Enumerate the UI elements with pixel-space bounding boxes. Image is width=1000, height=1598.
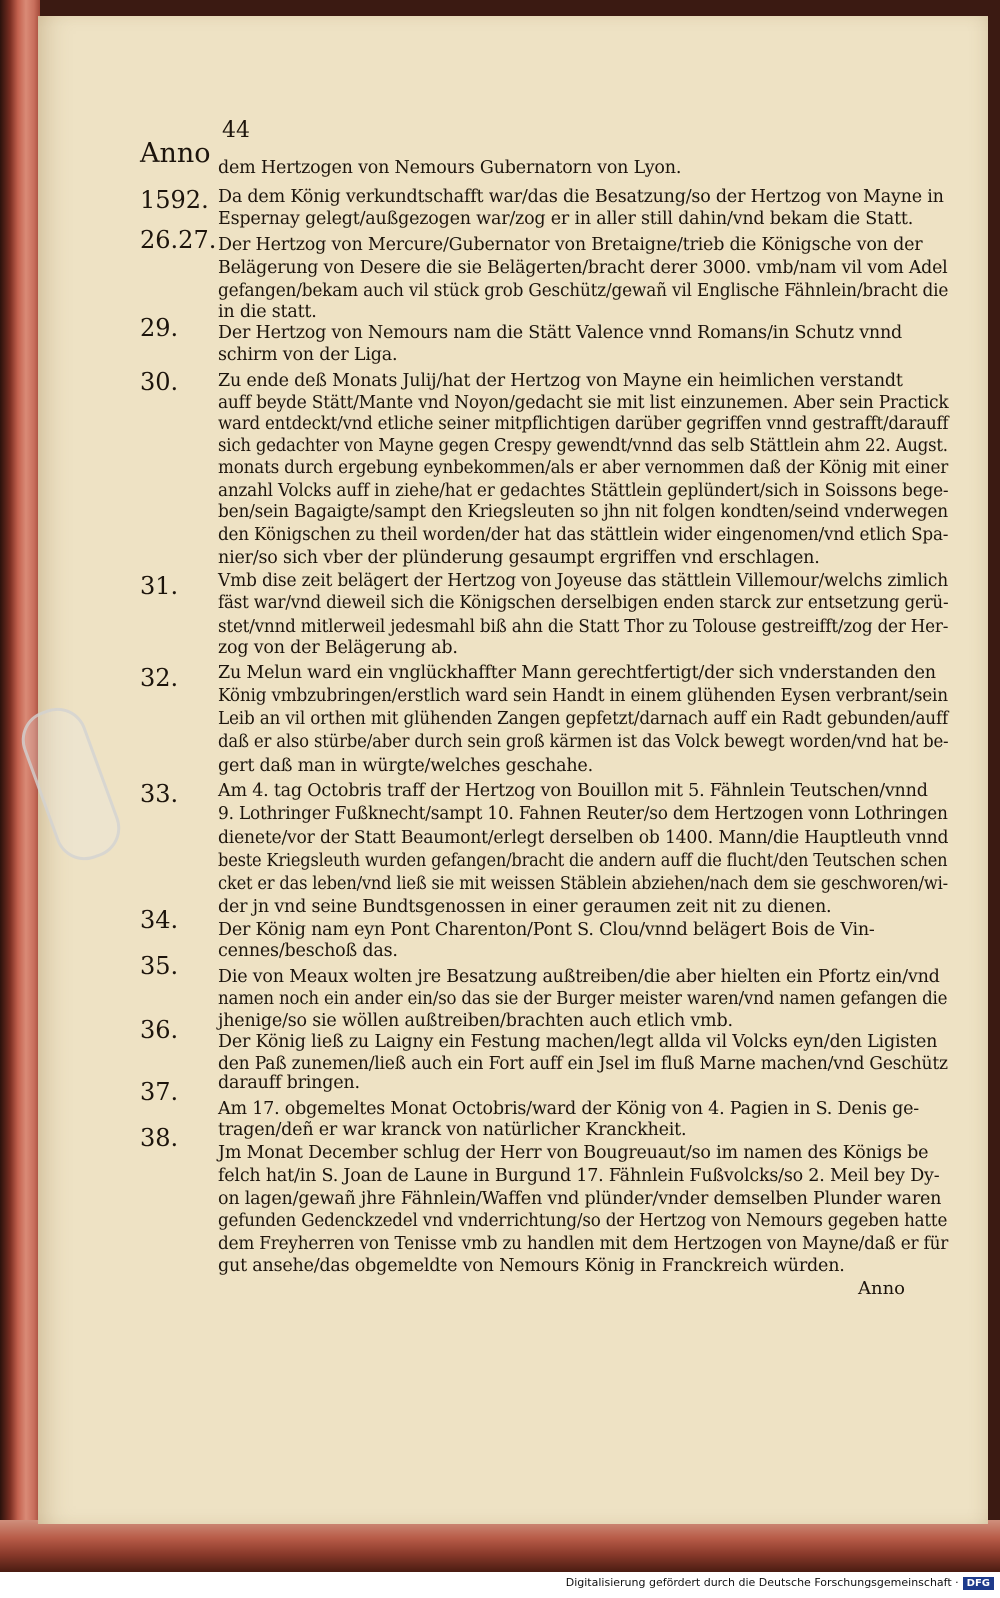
margin-note: 33. xyxy=(140,780,179,808)
text-line: cennes/beschoß das. xyxy=(218,941,398,961)
text-line: schirm von der Liga. xyxy=(218,345,398,365)
text-line: cket er das leben/vnd ließ sie mit weissen Stäblein abziehen/nach dem sie geschworen/wi- xyxy=(218,874,948,894)
page-number: 44 xyxy=(222,118,250,143)
text-line: den Königschen zu theil worden/der hat das stättlein wider eingenomen/vnd etlich Spa- xyxy=(218,525,949,545)
catchword: Anno xyxy=(858,1278,906,1299)
text-line: felch hat/in S. Joan de Laune in Burgund 17. Fähnlein Fußvolcks/so 2. Meil bey Dy- xyxy=(218,1166,940,1186)
text-line: dem Freyherren von Tenisse vmb zu handlen mit dem Hertzogen von Mayne/daß er für xyxy=(218,1234,949,1254)
text-line: gut ansehe/das obgemeldte von Nemours König in Franckreich würden. xyxy=(218,1256,845,1276)
text-line: Die von Meaux wolten jre Besatzung außtreiben/die aber hielten ein Pfortz ein/vnd xyxy=(218,967,940,987)
margin-note: 37. xyxy=(140,1078,179,1106)
text-line: darauff bringen. xyxy=(218,1073,360,1093)
text-line: gert daß man in würgte/welches geschahe. xyxy=(218,756,593,776)
text-line: Am 17. obgemeltes Monat Octobris/ward der König von 4. Pagien in S. Denis ge- xyxy=(218,1099,919,1119)
text-line: Am 4. tag Octobris traff der Hertzog von Bouillon mit 5. Fähnlein Teutschen/vnnd xyxy=(218,781,928,801)
margin-note: 34. xyxy=(140,906,179,934)
text-line: ward entdeckt/vnd etliche seiner mitpflichtigen darüber gegriffen vnnd gestrafft/darauff xyxy=(218,414,949,434)
text-line: Belägerung von Desere die sie Belägerten/bracht derer 3000. vmb/nam vil vom Adel xyxy=(218,258,948,278)
footer-credit xyxy=(566,1576,994,1590)
text-line: Jm Monat December schlug der Herr von Bougreuaut/so im namen des Königs be xyxy=(218,1143,929,1163)
margin-note: 30. xyxy=(140,368,179,396)
text-line: anzahl Volcks auff in ziehe/hat er gedachtes Stättlein geplündert/sich in Soissons bege- xyxy=(218,481,949,501)
text-line: stet/vnnd mitlerweil jedesmahl biß ahn die Statt Thor zu Tolouse gestreifft/zog der Her- xyxy=(218,617,949,637)
text-line: Der Hertzog von Nemours nam die Stätt Valence vnnd Romans/in Schutz vnnd xyxy=(218,323,903,343)
margin-note: 38. xyxy=(140,1124,179,1152)
text-line: in die statt. xyxy=(218,302,317,322)
text-line: Der König ließ zu Laigny ein Festung machen/legt allda vil Volcks eyn/den Ligisten xyxy=(218,1032,938,1052)
text-line: on lagen/gewañ jhre Fähnlein/Waffen vnd plünder/vnder demselben Plunder waren xyxy=(218,1189,942,1209)
text-line: dienete/vor der Statt Beaumont/erlegt derselben ob 1400. Mann/die Hauptleuth vnnd xyxy=(218,828,949,848)
text-line: 9. Lothringer Fußknecht/sampt 10. Fahnen Reuter/so dem Hertzogen vonn Lothringen xyxy=(218,804,948,824)
text-line: auff beyde Stätt/Mante vnd Noyon/gedacht sie mit list einzunemen. Aber sein Practick xyxy=(218,393,949,413)
text-line: den Paß zunemen/ließ auch ein Fort auff ein Jsel im fluß Marne machen/vnd Geschütz xyxy=(218,1054,948,1074)
text-line: gefangen/bekam auch vil stück grob Geschütz/gewañ vil Englische Fähnlein/bracht die xyxy=(218,281,949,301)
margin-note: 1592. xyxy=(140,186,209,214)
text-line: Zu Melun ward ein vnglückhaffter Mann gerechtfertigt/der sich vnderstanden den xyxy=(218,663,936,683)
footer-text: Digitalisierung gefördert durch die Deutsche Forschungsgemeinschaft · xyxy=(565,1576,959,1589)
text-line: fäst war/vnd dieweil sich die Königschen derselbigen enden starck zur entsetzung gerü- xyxy=(218,593,949,613)
page-edge-left xyxy=(0,0,40,1572)
text-line: Der Hertzog von Mercure/Gubernator von Bretaigne/trieb die Königsche von der xyxy=(218,235,923,255)
text-line: Leib an vil orthen mit glühenden Zangen gepfetzt/darnach auff ein Radt gebunden/auff xyxy=(218,709,949,729)
text-line: namen noch ein ander ein/so das sie der Burger meister waren/vnd namen gefangen die xyxy=(218,989,948,1009)
text-line: beste Kriegsleuth wurden gefangen/bracht die andern auff die flucht/den Teutschen schen xyxy=(218,851,948,871)
text-line: zog von der Belägerung ab. xyxy=(218,638,458,658)
margin-note: 26.27. xyxy=(140,226,217,254)
text-line: ben/sein Bagaigte/sampt den Kriegsleuten so jhn nit folgen kondten/seind vnderwegen xyxy=(218,502,948,522)
text-line: tragen/deñ er war kranck von natürlicher Kranckheit. xyxy=(218,1120,687,1140)
page-edge-bottom xyxy=(0,1520,1000,1572)
text-line: Der König nam eyn Pont Charenton/Pont S. Clou/vnnd belägert Bois de Vin- xyxy=(218,920,875,940)
text-line: jhenige/so sie wöllen außtreiben/brachten auch etlich vmb. xyxy=(218,1011,733,1031)
margin-anno: Anno xyxy=(140,138,211,169)
text-line: nier/so sich vber der plünderung gesaumpt ergriffen vnd erschlagen. xyxy=(218,548,820,568)
margin-note: 36. xyxy=(140,1016,179,1044)
margin-note: 31. xyxy=(140,572,179,600)
text-line: Da dem König verkundtschafft war/das die Besatzung/so der Hertzog von Mayne in xyxy=(218,187,944,207)
margin-note: 29. xyxy=(140,314,179,342)
text-line: König vmbzubringen/erstlich ward sein Handt in einem glühenden Eysen verbrant/sein xyxy=(218,686,948,706)
text-line: monats durch ergebung eynbekommen/als er aber vernommen daß der König mit einer xyxy=(218,458,949,478)
text-line: dem Hertzogen von Nemours Gubernatorn von Lyon. xyxy=(218,158,682,178)
text-line: Espernay gelegt/außgezogen war/zog er in aller still dahin/vnd bekam die Statt. xyxy=(218,209,914,229)
text-line: der jn vnd seine Bundtsgenossen in einer geraumen zeit nit zu dienen. xyxy=(218,897,832,917)
text-line: Vmb dise zeit belägert der Hertzog von Joyeuse das stättlein Villemour/welchs zimlich xyxy=(218,571,949,591)
text-line: Zu ende deß Monats Julij/hat der Hertzog von Mayne ein heimlichen verstandt xyxy=(218,371,903,391)
margin-note: 32. xyxy=(140,664,179,692)
text-line: sich gedachter von Mayne gegen Crespy gewendt/vnnd das selb Stättlein ahm 22. Augst. xyxy=(218,436,948,456)
text-line: gefunden Gedenckzedel vnd vnderrichtung/so der Hertzog von Nemours gegeben hatte xyxy=(218,1211,948,1231)
margin-note: 35. xyxy=(140,952,179,980)
dfg-logo: DFG xyxy=(963,1577,994,1590)
text-line: daß er also stürbe/aber durch sein groß kärmen ist das Volck bewegt worden/vnd hat be- xyxy=(218,732,949,752)
